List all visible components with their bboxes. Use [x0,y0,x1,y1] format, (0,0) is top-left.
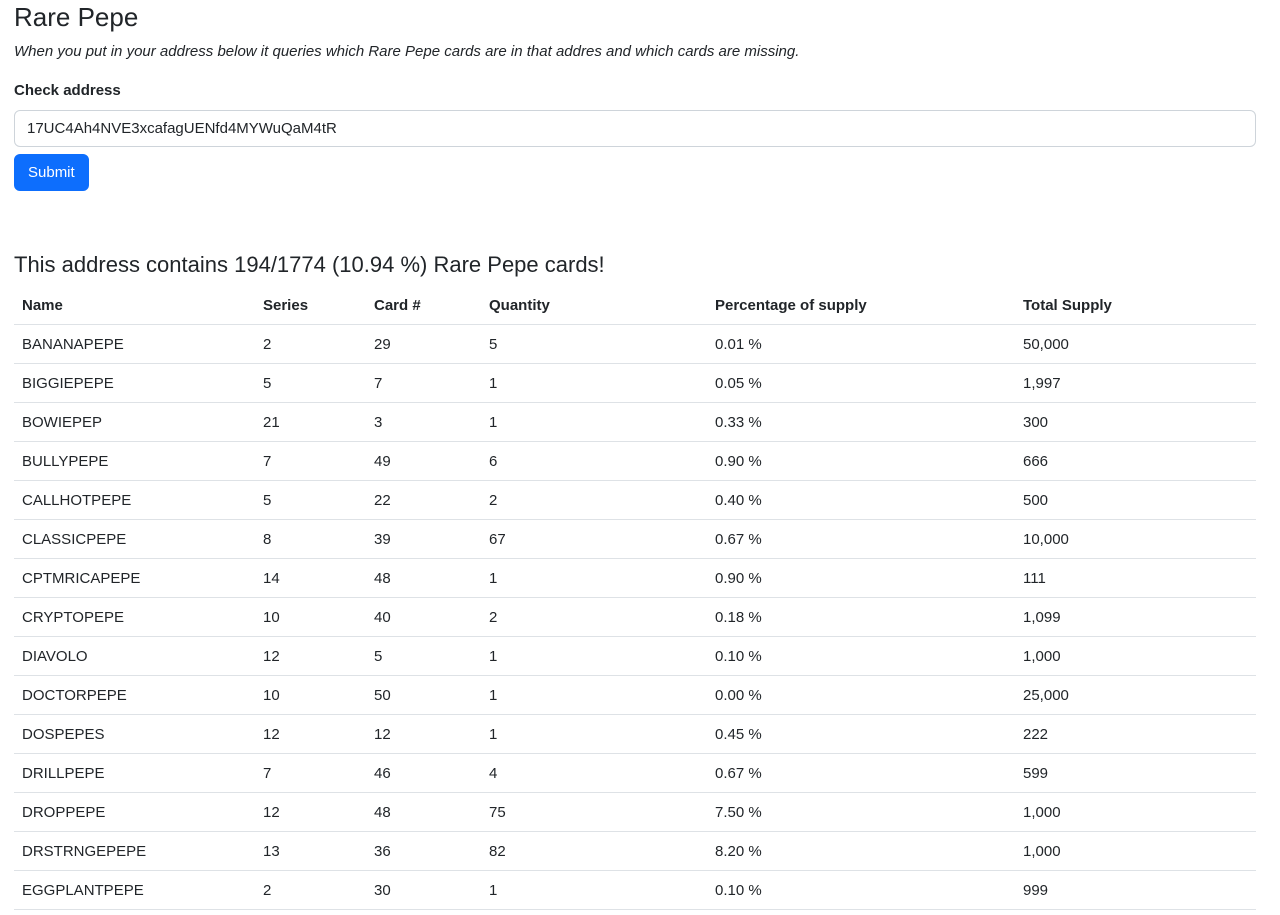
cell-name: CRYPTOPEPE [14,598,255,637]
cell-percentage: 8.20 % [707,832,1015,871]
cell-percentage: 0.01 % [707,325,1015,364]
cell-quantity: 1 [481,715,707,754]
cell-total-supply: 300 [1015,403,1256,442]
cell-percentage: 0.90 % [707,442,1015,481]
cell-quantity: 1 [481,871,707,910]
cell-percentage: 0.90 % [707,559,1015,598]
cell-quantity: 2 [481,481,707,520]
cell-name: DRSTRNGEPEPE [14,832,255,871]
cell-quantity: 1 [481,364,707,403]
cell-percentage: 0.05 % [707,364,1015,403]
cell-series: 8 [255,520,366,559]
cell-name: DOSPEPES [14,715,255,754]
cell-total-supply: 500 [1015,481,1256,520]
cell-name: BANANAPEPE [14,325,255,364]
column-header-card-number[interactable]: Card # [366,286,481,325]
cell-total-supply: 999 [1015,871,1256,910]
cell-total-supply: 599 [1015,754,1256,793]
cell-percentage: 0.45 % [707,715,1015,754]
cell-total-supply: 1,000 [1015,637,1256,676]
cell-percentage: 0.00 % [707,676,1015,715]
cell-name: DIAVOLO [14,637,255,676]
cell-quantity: 1 [481,676,707,715]
cell-card-number: 40 [366,598,481,637]
cell-quantity: 67 [481,520,707,559]
cell-percentage: 0.33 % [707,403,1015,442]
table-row [14,871,1256,910]
cell-quantity: 1 [481,637,707,676]
column-header-series[interactable]: Series [255,286,366,325]
cell-total-supply: 1,099 [1015,598,1256,637]
cell-percentage: 7.50 % [707,793,1015,832]
cell-card-number: 22 [366,481,481,520]
cell-card-number: 49 [366,442,481,481]
cell-total-supply: 1,000 [1015,832,1256,871]
cell-series: 21 [255,403,366,442]
cell-percentage: 0.40 % [707,481,1015,520]
cell-name: BULLYPEPE [14,442,255,481]
cell-card-number: 3 [366,403,481,442]
address-form [14,81,1256,191]
cell-total-supply: 1,000 [1015,793,1256,832]
cell-card-number: 12 [366,715,481,754]
column-header-percentage[interactable]: Percentage of supply [707,286,1015,325]
table-row [14,754,1256,793]
cell-name: BOWIEPEP [14,403,255,442]
cell-quantity: 1 [481,403,707,442]
submit-button[interactable]: Submit [14,154,89,191]
column-header-quantity[interactable]: Quantity [481,286,707,325]
cell-series: 10 [255,598,366,637]
cell-quantity: 75 [481,793,707,832]
cell-total-supply: 50,000 [1015,325,1256,364]
page-description: When you put in your address below it queries which Rare Pepe cards are in that addres and which cards are missing. [14,43,800,60]
cell-series: 12 [255,793,366,832]
cell-name: DROPPEPE [14,793,255,832]
cell-card-number: 39 [366,520,481,559]
results-summary: This address contains 194/1774 (10.94 %) Rare Pepe cards! [14,252,605,277]
cell-total-supply: 25,000 [1015,676,1256,715]
cell-series: 2 [255,871,366,910]
cell-total-supply: 666 [1015,442,1256,481]
cell-card-number: 7 [366,364,481,403]
cell-series: 7 [255,442,366,481]
cell-series: 10 [255,676,366,715]
cell-series: 12 [255,715,366,754]
table-row [14,520,1256,559]
cell-total-supply: 111 [1015,559,1256,598]
column-header-name[interactable]: Name [14,286,255,325]
cell-quantity: 2 [481,598,707,637]
address-input[interactable] [14,110,1256,147]
cell-series: 14 [255,559,366,598]
cell-percentage: 0.67 % [707,520,1015,559]
table-row [14,559,1256,598]
table-row [14,325,1256,364]
cell-card-number: 48 [366,793,481,832]
column-header-total-supply[interactable]: Total Supply [1015,286,1256,325]
cell-total-supply: 10,000 [1015,520,1256,559]
cell-series: 7 [255,754,366,793]
cell-total-supply: 1,997 [1015,364,1256,403]
table-row [14,403,1256,442]
cell-quantity: 1 [481,559,707,598]
address-label: Check address [14,82,121,99]
page-title: Rare Pepe [14,2,139,32]
cell-percentage: 0.10 % [707,637,1015,676]
cell-card-number: 46 [366,754,481,793]
cell-series: 5 [255,364,366,403]
cell-name: BIGGIEPEPE [14,364,255,403]
cell-name: DRILLPEPE [14,754,255,793]
table-row [14,832,1256,871]
cell-quantity: 6 [481,442,707,481]
table-row [14,598,1256,637]
cell-percentage: 0.18 % [707,598,1015,637]
cell-card-number: 30 [366,871,481,910]
cell-name: CLASSICPEPE [14,520,255,559]
table-row [14,364,1256,403]
cell-quantity: 4 [481,754,707,793]
table-row [14,637,1256,676]
cell-series: 13 [255,832,366,871]
cell-name: CALLHOTPEPE [14,481,255,520]
table-row [14,715,1256,754]
cell-card-number: 50 [366,676,481,715]
cell-quantity: 82 [481,832,707,871]
cell-name: CPTMRICAPEPE [14,559,255,598]
cell-percentage: 0.10 % [707,871,1015,910]
cell-card-number: 29 [366,325,481,364]
cell-percentage: 0.67 % [707,754,1015,793]
table-header-row [14,286,1256,325]
cell-card-number: 36 [366,832,481,871]
cell-series: 2 [255,325,366,364]
cell-quantity: 5 [481,325,707,364]
table-row [14,793,1256,832]
cell-name: DOCTORPEPE [14,676,255,715]
cell-name: EGGPLANTPEPE [14,871,255,910]
cell-series: 12 [255,637,366,676]
table-body [14,325,1256,910]
cards-table [14,286,1256,910]
cell-total-supply: 222 [1015,715,1256,754]
table-row [14,481,1256,520]
cell-card-number: 48 [366,559,481,598]
table-row [14,442,1256,481]
cell-card-number: 5 [366,637,481,676]
table-row [14,676,1256,715]
cell-series: 5 [255,481,366,520]
